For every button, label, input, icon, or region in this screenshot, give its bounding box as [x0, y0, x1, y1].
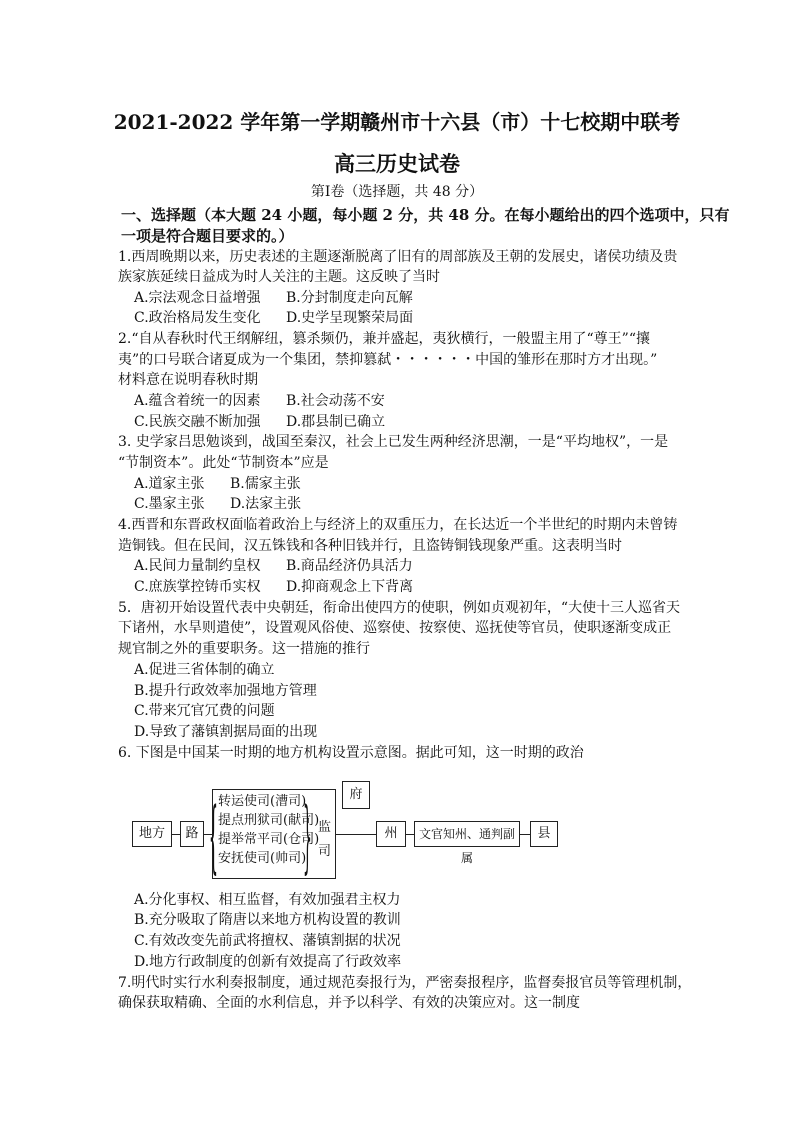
q6-option-d: D.地方行政制度的创新有效提高了行政效率 — [134, 954, 402, 970]
q4-stem-line1: 4.西晋和东晋政权面临着政治上与经济上的双重压力，在长达近一个半世纪的时期内未曾铸 — [118, 517, 678, 533]
q4-option-a: A.民间力量制约皇权 — [134, 558, 261, 574]
q7-stem-line2: 确保获取精确、全面的水利信息，并予以科学、有效的决策应对。这一制度 — [118, 995, 580, 1011]
diagram-node-lu: 路 — [180, 821, 204, 847]
diagram-office: 转运使司(漕司) — [218, 794, 307, 809]
exam-subtitle: 高三历史试卷 — [334, 151, 460, 176]
q4-option-d: D.抑商观念上下背离 — [286, 579, 414, 595]
diagram-connector — [406, 834, 414, 835]
part-heading: 第Ⅰ卷（选择题，共 48 分） — [310, 184, 484, 200]
q3-option-b: B.儒家主张 — [230, 476, 301, 492]
section-instructions-line2: 一项是符合题目要求的。） — [121, 227, 294, 245]
q5-stem-line2: 下诸州，水旱则遣使”，设置观风俗使、巡察使、按察使、巡抚使等官员，使职逐渐变成正 — [118, 620, 672, 636]
diagram-right-brace: } — [303, 795, 312, 886]
q2-option-a: A.蕴含着统一的因素 — [134, 393, 261, 409]
section-instructions-line1: 一、选择题（本大题 24 小题，每小题 2 分，共 48 分。在每小题给出的四个选项中，只有 — [121, 206, 730, 224]
q6-option-c: C.有效改变先前武将擅权、藩镇割据的状况 — [134, 933, 401, 949]
diagram-connector — [172, 834, 180, 835]
q2-option-b: B.社会动荡不安 — [286, 393, 385, 409]
q4-stem-line2: 造铜钱。但在民间，汉五铢钱和各种旧钱并行，且盗铸铜钱现象严重。这表明当时 — [118, 538, 622, 554]
diagram-node-difang: 地方 — [132, 821, 172, 847]
q7-stem-line1: 7.明代时实行水利奏报制度，通过规范奏报行为，严密奏报程序，监督奏报官员等管理机制， — [118, 975, 692, 991]
q1-option-a: A.宗法观念日益增强 — [134, 290, 261, 306]
q4-option-b: B.商品经济仍具活力 — [286, 558, 413, 574]
q5-option-d: D.导致了藩镇割据局面的出现 — [134, 724, 318, 740]
q1-stem-line1: 1.西周晚期以来，历史表述的主题逐渐脱离了旧有的周部族及王朝的发展史，诸侯功绩及贵 — [118, 249, 678, 265]
diagram-connector — [520, 834, 530, 835]
diagram-office: 安抚使司(帅司) — [218, 851, 307, 866]
q2-stem-line1: 2.“自从春秋时代王纲解纽，篡杀频仍，兼并盛起，夷狄横行，一般盟主用了“尊王”“攘 — [118, 331, 650, 347]
q2-option-d: D.郡县制已确立 — [286, 414, 386, 430]
diagram-office: 提举常平司(仓司) — [218, 832, 320, 847]
q1-option-d: D.史学呈现繁荣局面 — [286, 310, 414, 326]
q3-option-c: C.墨家主张 — [134, 496, 205, 512]
q2-option-c: C.民族交融不断加强 — [134, 414, 261, 430]
q3-option-d: D.法家主张 — [230, 496, 302, 512]
q5-stem-line1: 5．唐初开始设置代表中央朝廷，衔命出使四方的使职，例如贞观初年，“大使十三人巡省天 — [118, 600, 681, 616]
diagram-office: 提点刑狱司(献司) — [218, 813, 320, 828]
q5-option-a: A.促进三省体制的确立 — [134, 662, 275, 678]
diagram-left-brace: { — [209, 795, 218, 886]
q4-option-c: C.庶族掌控铸币实权 — [134, 579, 261, 595]
diagram-node-zhou: 州 — [376, 821, 406, 847]
q2-stem-line2: 夷”的口号联合诸夏成为一个集团，禁抑篡弑・・・・・・中国的雏形在那时方才出现。” — [118, 352, 658, 368]
q3-stem-line2: “节制资本”。此处“节制资本”应是 — [118, 455, 329, 471]
q5-option-b: B.提升行政效率加强地方管理 — [134, 683, 317, 699]
diagram-label-jian: 监 — [318, 820, 332, 835]
diagram-label-si: 司 — [318, 844, 332, 859]
q5-option-c: C.带来冗官冗费的问题 — [134, 703, 275, 719]
q3-stem-line1: 3. 史学家吕思勉谈到，战国至秦汉，社会上已发生两种经济思潮，一是“平均地权”，一是 — [118, 434, 669, 450]
q1-option-c: C.政治格局发生变化 — [134, 310, 261, 326]
diagram-connector — [336, 834, 376, 835]
q6-option-a: A.分化事权、相互监督，有效加强君主权力 — [134, 892, 401, 908]
diagram-node-xian: 县 — [530, 821, 558, 847]
q1-option-b: B.分封制度走向瓦解 — [286, 290, 413, 306]
q3-option-a: A.道家主张 — [134, 476, 205, 492]
q6-stem-line1: 6. 下图是中国某一时期的地方机构设置示意图。据此可知，这一时期的政治 — [118, 745, 584, 761]
q6-option-b: B.充分吸取了隋唐以来地方机构设置的教训 — [134, 912, 401, 928]
diagram-node-fu: 府 — [342, 781, 370, 809]
diagram-node-officials: 文官知州、通判副属 — [414, 821, 520, 847]
q1-stem-line2: 族家族延续日益成为时人关注的主题。这反映了当时 — [118, 269, 440, 285]
exam-title: 2021-2022 学年第一学期赣州市十六县（市）十七校期中联考 — [113, 110, 681, 134]
q2-stem-line3: 材料意在说明春秋时期 — [118, 372, 258, 388]
q5-stem-line3: 规官制之外的重要职务。这一措施的推行 — [118, 641, 370, 657]
